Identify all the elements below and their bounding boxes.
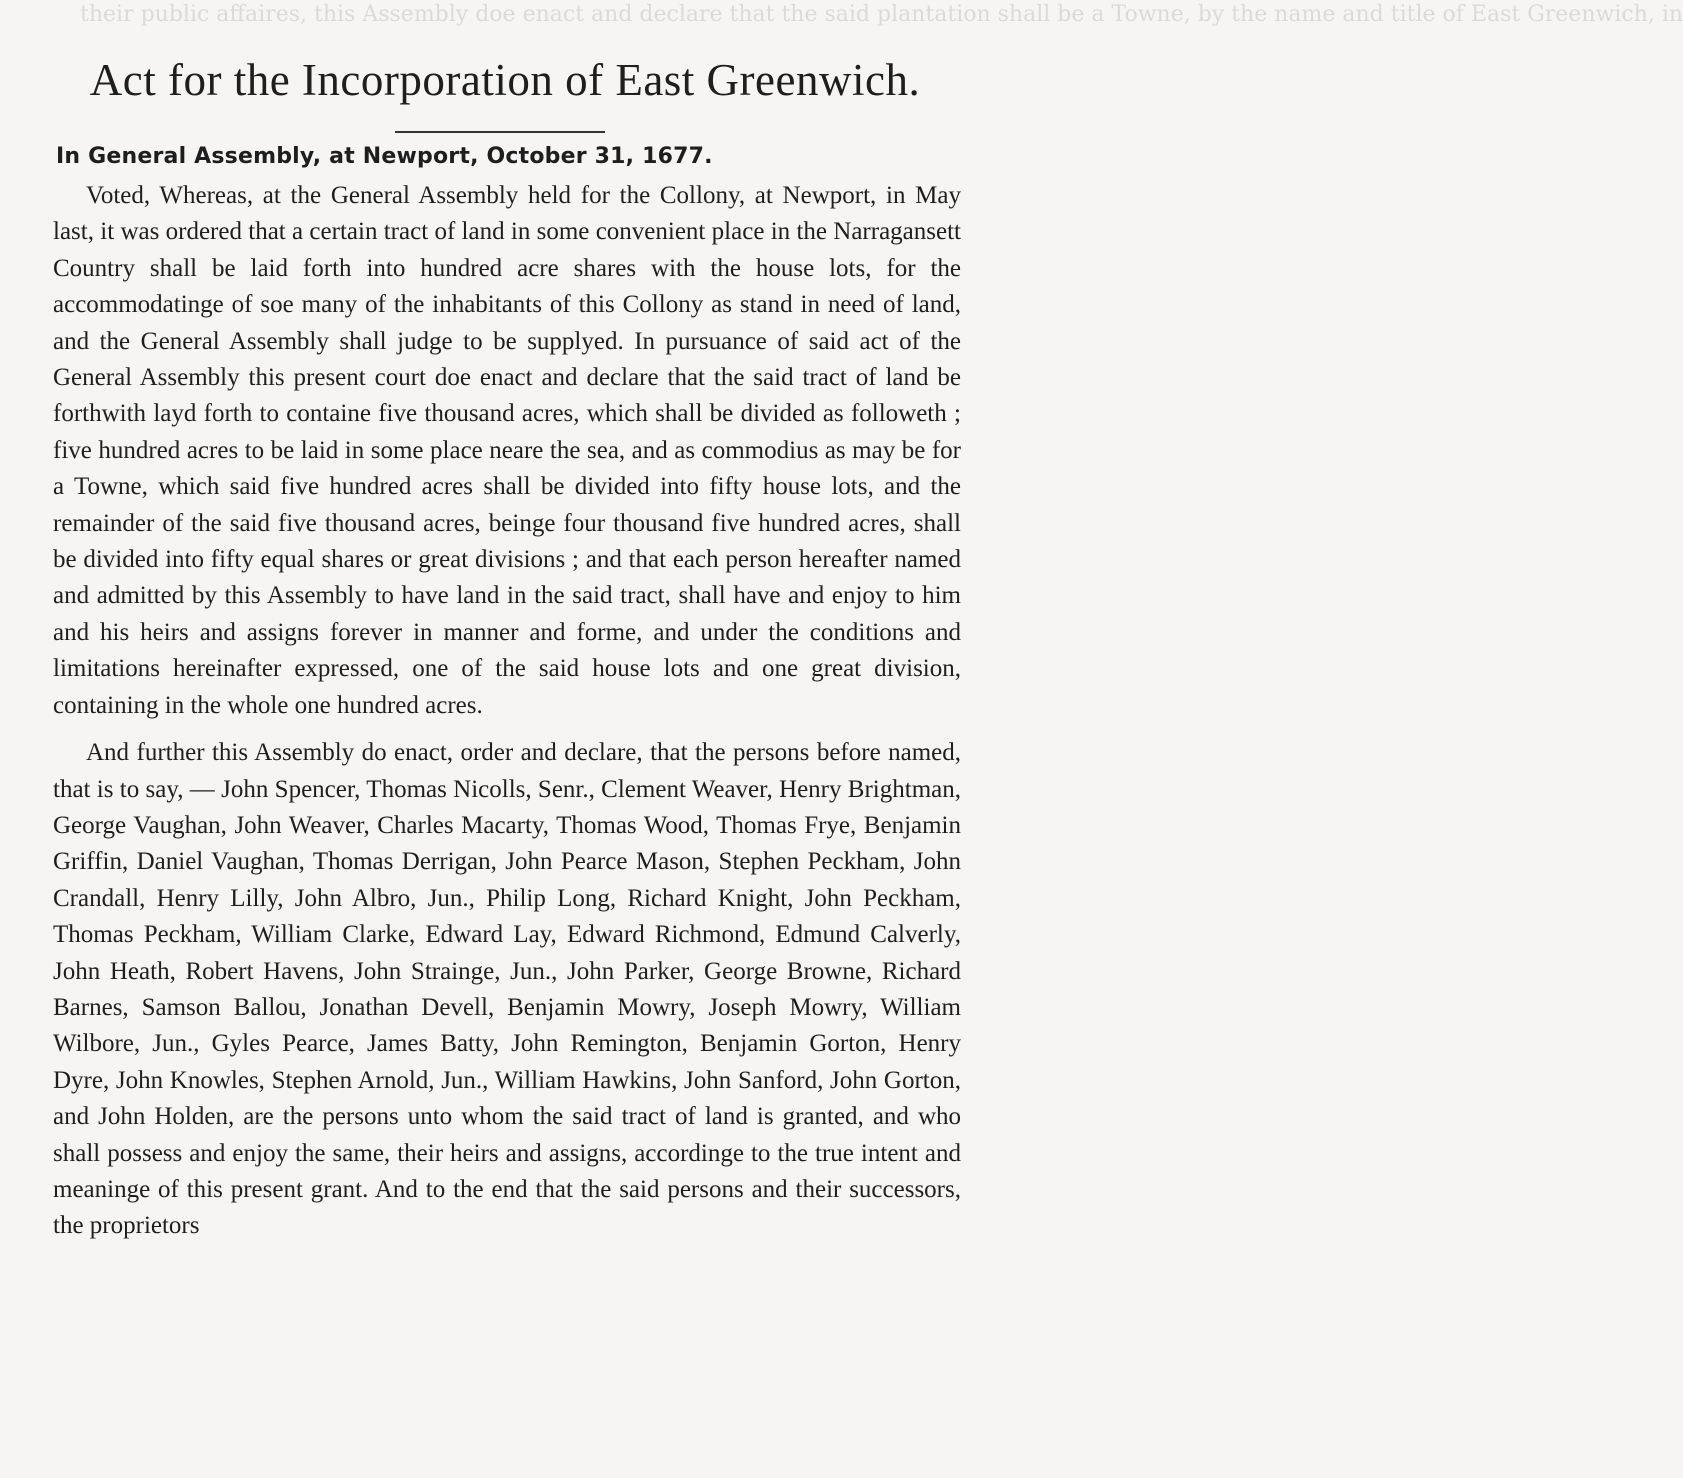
page-title: Act for the Incorporation of East Greenwich. (89, 55, 921, 105)
bleed-through-text: their public affaires, this Assembly doe enact and declare that the said plantation shall be a Towne, by the name and title of East Greenwich, in (80, 2, 1683, 27)
title-rule (395, 131, 605, 133)
paragraph-1: Voted, Whereas, at the General Assembly held for the Collony, at Newport, in May last, it was ordered that a certain tract of land in some convenient place in the Narragansett Country shall be laid forth into hundred acre shares with the house lots, for the accommodatinge of soe many of the inhabitants of this Collony as stand in need of land, and the General Assembly shall judge to be supplyed. In pursuance of said act of the General Assembly this present court doe enact and declare that the said tract of land be forthwith layd forth to containe five thousand acres, which shall be divided as followeth ; five hundred acres to be laid in some place neare the sea, and as commodius as may be for a Towne, which said five hundred acres shall be divided into fifty house lots, and the remainder of the said five thousand acres, beinge four thousand five hundred acres, shall be divided into fifty equal shares or great divisions ; and that each person hereafter named and admitted by this Assembly to have land in the said tract, shall have and enjoy to him and his heirs and assigns forever in manner and forme, and under the conditions and limitations hereinafter expressed, one of the said house lots and one great division, containing in the whole one hundred acres. (53, 182, 961, 719)
body-text (53, 178, 961, 1245)
paragraph-2: And further this Assembly do enact, order and declare, that the persons before named, that is to say, — John Spencer, Thomas Nicolls, Senr., Clement Weaver, Henry Brightman, George Vaughan, John Weaver, Charles Macarty, Thomas Wood, Thomas Frye, Benjamin Griffin, Daniel Vaughan, Thomas Derrigan, John Pearce Mason, Stephen Peckham, John Crandall, Henry Lilly, John Albro, Jun., Philip Long, Richard Knight, John Peckham, Thomas Peckham, William Clarke, Edward Lay, Edward Richmond, Edmund Calverly, John Heath, Robert Havens, John Strainge, Jun., John Parker, George Browne, Richard Barnes, Samson Ballou, Jonathan Devell, Benjamin Mowry, Joseph Mowry, William Wilbore, Jun., Gyles Pearce, James Batty, John Remington, Benjamin Gorton, Henry Dyre, John Knowles, Stephen Arnold, Jun., William Hawkins, John Sanford, John Gorton, and John Holden, are the persons unto whom the said tract of land is granted, and who shall possess and enjoy the same, their heirs and assigns, accordinge to the true intent and meaninge of this present grant. And to the end that the said persons and their successors, the proprietors (53, 739, 961, 1240)
subheading: In General Assembly, at Newport, October 31, 1677. (56, 144, 713, 169)
